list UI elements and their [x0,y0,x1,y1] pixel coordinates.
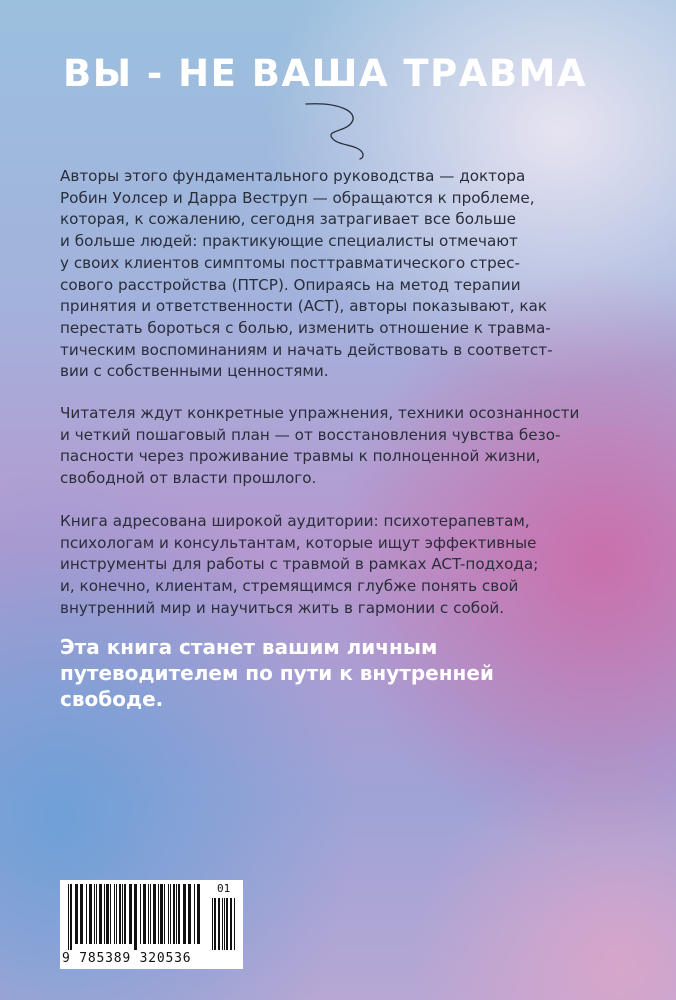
book-title: ВЫ - НЕ ВАША ТРАВМА [63,52,587,95]
barcode-bar [80,884,83,944]
barcode-bar [153,884,156,944]
barcode-bar [86,884,87,944]
barcode-addon-bar [222,898,223,950]
barcode-bar [99,884,102,944]
barcode-bar [89,884,92,944]
barcode-bar [94,884,95,944]
barcode-bar [106,884,109,944]
barcode-addon-bar [230,898,232,950]
barcode-addon-bar [214,898,216,950]
barcode-bar [183,884,186,944]
barcode-addon-bar [212,898,213,950]
barcode-addon-bar [226,898,228,950]
barcode-bar [110,884,111,944]
isbn-digits: 9 785389 320536 [62,951,192,966]
description-paragraph-1: Авторы этого фундаментального руководства — доктора Робин Уолсер и Дарра Веструп — обращаются к проблеме, которая, к сожалению, сегодня затрагивает все больше и больше людей: практикующие специалисты отмечают у своих клиентов симптомы посттравматического стрес- сового расстройства (ПТСР). Опираясь на метод терапии принятия и ответственности (ACT), авторы показывают, как перестать бороться с болью, изменить отношение к травма- тическим воспоминаниям и начать действовать в соответст- вии с собственными ценностями. [60,167,553,381]
barcode-bar [96,884,97,944]
barcode-bar [150,884,151,944]
barcode-bar [122,884,123,944]
description-paragraph-2: Читателя ждут конкретные упражнения, техники осознанности и четкий пошаговый план — от восстановления чувства безо- пасности через проживание травмы к полноценной жизни, свободной от власти прошлого. [60,404,580,488]
barcode-addon-bar [224,898,225,950]
barcode-bar [197,884,200,944]
barcode-bar [173,884,175,944]
barcode-bar [194,884,195,944]
barcode-bar [104,884,105,944]
barcode-bar [148,884,149,944]
barcode-bar [140,884,141,944]
decorative-swirl [300,100,390,160]
barcode-bar [176,884,177,944]
barcode-bar [124,884,126,944]
barcode-bar [178,884,180,944]
barcode-bar [160,884,163,944]
barcode-bar [134,884,137,950]
barcode-bar [119,884,121,944]
barcode-bar [70,884,72,950]
barcode-bars [66,884,238,950]
barcode-bar [75,884,78,944]
callout-statement: Эта книга станет вашим личным путеводителем по пути к внутренней свободе. [60,635,494,711]
description-paragraph-3: Книга адресована широкой аудитории: психотерапевтам, психологам и консультантам, которые ищут эффективные инструменты для работы с травмой в рамках ACT-подхода; и, конечно, клиентам, стремящимся глубже понять свой внутренний мир и научиться жить в гармонии с собой. [60,512,539,617]
barcode-bar [170,884,171,944]
barcode-bar [116,884,117,944]
barcode-addon-bar [234,898,235,950]
barcode-bar [158,884,159,944]
barcode-bar [168,884,169,944]
barcode-bar [143,884,146,944]
barcode-bar [68,884,69,950]
barcode-addon-bar [218,898,220,950]
barcode-bar [114,884,115,944]
barcode-bar [164,884,165,944]
barcode-bar [188,884,191,944]
barcode-bar [129,884,132,944]
isbn-barcode [60,880,243,969]
barcode-addon-digits: 01 [217,882,231,895]
